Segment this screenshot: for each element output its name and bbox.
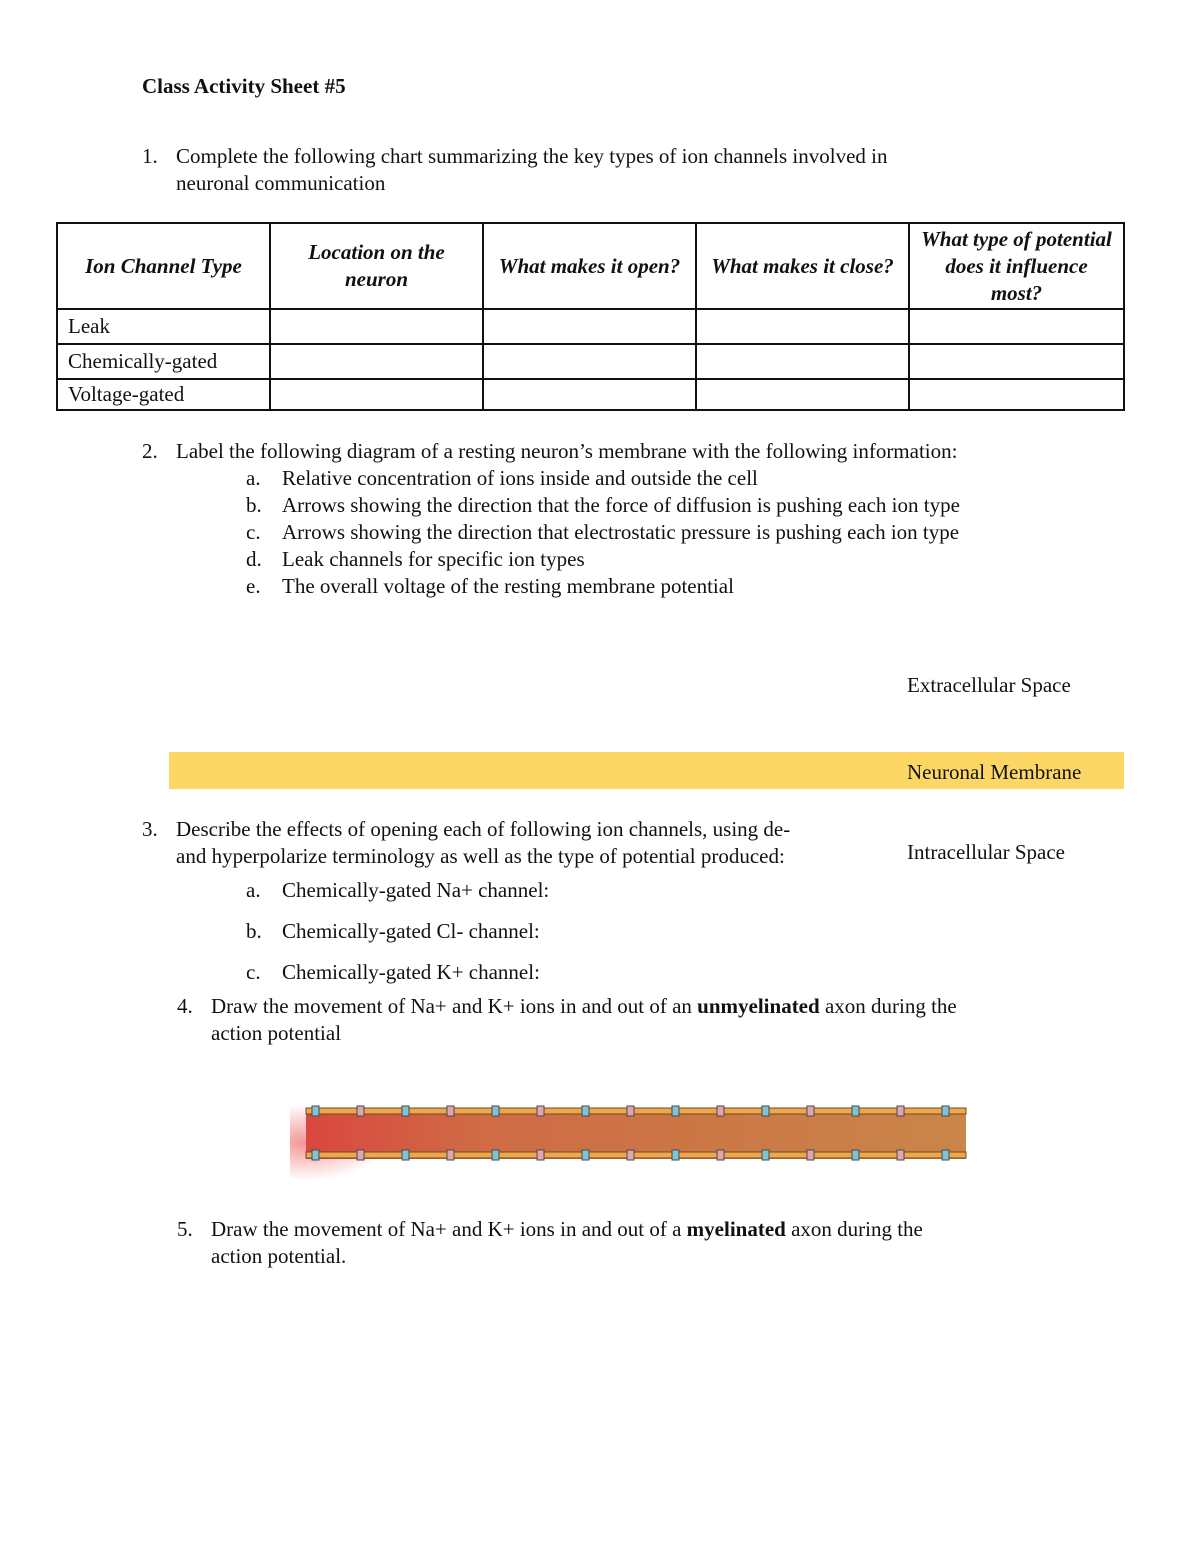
list-item: e. The overall voltage of the resting membrane potential (246, 574, 734, 598)
ion-channel-icon (897, 1150, 904, 1160)
unmyelinated-axon-illustration (290, 1095, 980, 1190)
question-2-number: 2. (142, 439, 158, 463)
row-label-voltage-gated: Voltage-gated (57, 379, 270, 410)
ion-channel-icon (672, 1150, 679, 1160)
question-3-number: 3. (142, 817, 158, 841)
ion-channel-icon (852, 1106, 859, 1116)
answer-cell[interactable] (483, 379, 696, 410)
answer-cell[interactable] (696, 344, 909, 379)
question-4-number: 4. (177, 994, 193, 1018)
question-1-number: 1. (142, 144, 158, 168)
ion-channel-icon (762, 1150, 769, 1160)
question-3-items (246, 870, 549, 993)
ion-channel-icon (537, 1150, 544, 1160)
answer-cell[interactable] (483, 344, 696, 379)
answer-cell[interactable] (696, 379, 909, 410)
intracellular-label: Intracellular Space (907, 840, 1065, 864)
unmyelinated-emphasis: unmyelinated (697, 994, 820, 1018)
header-what-opens: What makes it open? (483, 223, 696, 309)
header-location: Location on the neuron (270, 223, 483, 309)
answer-cell[interactable] (483, 309, 696, 344)
question-5-number: 5. (177, 1217, 193, 1241)
header-ion-channel-type: Ion Channel Type (57, 223, 270, 309)
ion-channel-icon (312, 1150, 319, 1160)
question-2-items (246, 465, 960, 600)
ion-channel-icon (627, 1150, 634, 1160)
ion-channel-icon (447, 1106, 454, 1116)
list-item: b. Arrows showing the direction that the force of diffusion is pushing each ion type (246, 493, 960, 517)
list-item: b. Chemically-gated Cl- channel: (246, 919, 540, 943)
page-title: Class Activity Sheet #5 (142, 74, 346, 98)
extracellular-label: Extracellular Space (907, 673, 1071, 697)
ion-channel-icon (627, 1106, 634, 1116)
ion-channel-icon (942, 1150, 949, 1160)
ion-channel-icon (942, 1106, 949, 1116)
answer-cell[interactable] (270, 379, 483, 410)
question-3 (142, 816, 791, 870)
ion-channel-icon (447, 1150, 454, 1160)
ion-channel-icon (582, 1106, 589, 1116)
question-1 (142, 143, 888, 197)
answer-cell[interactable] (270, 344, 483, 379)
question-2 (142, 438, 958, 465)
header-potential-type: What type of potential does it influence most? (909, 223, 1124, 309)
myelinated-emphasis: myelinated (686, 1217, 786, 1241)
question-3-line-2: and hyperpolarize terminology as well as the type of potential produced: (176, 844, 785, 868)
question-1-line-1: Complete the following chart summarizing the key types of ion channels involved in (176, 144, 888, 168)
row-label-leak: Leak (57, 309, 270, 344)
table-row (57, 309, 1124, 344)
ion-channel-icon (807, 1106, 814, 1116)
ion-channel-icon (897, 1106, 904, 1116)
ion-channel-icon (582, 1150, 589, 1160)
ion-channel-icon (312, 1106, 319, 1116)
answer-cell[interactable] (909, 379, 1124, 410)
ion-channel-icon (357, 1150, 364, 1160)
list-item: c. Arrows showing the direction that electrostatic pressure is pushing each ion type (246, 520, 960, 544)
ion-channel-icon (402, 1150, 409, 1160)
ion-channel-icon (402, 1106, 409, 1116)
answer-cell[interactable] (696, 309, 909, 344)
ion-channel-icon (537, 1106, 544, 1116)
ion-channel-icon (717, 1150, 724, 1160)
question-3-line-1: Describe the effects of opening each of following ion channels, using de- (176, 817, 791, 841)
answer-cell[interactable] (270, 309, 483, 344)
list-item: c. Chemically-gated K+ channel: (246, 960, 540, 984)
question-4: 4. Draw the movement of Na+ and K+ ions in and out of an unmyelinated axon during the action potential (177, 994, 957, 1045)
list-item: d. Leak channels for specific ion types (246, 547, 585, 571)
answer-cell[interactable] (909, 309, 1124, 344)
question-2-text: Label the following diagram of a resting neuron’s membrane with the following information: (176, 439, 958, 463)
ion-channel-icon (717, 1106, 724, 1116)
ion-channel-icon (492, 1150, 499, 1160)
list-item: a. Relative concentration of ions inside and outside the cell (246, 466, 758, 490)
ion-channel-icon (672, 1106, 679, 1116)
row-label-chemically-gated: Chemically-gated (57, 344, 270, 379)
answer-cell[interactable] (909, 344, 1124, 379)
axon-icon (290, 1095, 980, 1190)
table-row (57, 344, 1124, 379)
ion-channel-icon (357, 1106, 364, 1116)
ion-channel-chart (56, 222, 1125, 411)
question-5: 5. Draw the movement of Na+ and K+ ions in and out of a myelinated axon during the action potential. (177, 1217, 923, 1268)
membrane-label: Neuronal Membrane (907, 760, 1082, 784)
header-what-closes: What makes it close? (696, 223, 909, 309)
table-row (57, 379, 1124, 410)
question-1-line-2: neuronal communication (176, 171, 386, 195)
ion-channel-icon (807, 1150, 814, 1160)
ion-channel-icon (492, 1106, 499, 1116)
list-item: a. Chemically-gated Na+ channel: (246, 878, 550, 902)
ion-channel-icon (762, 1106, 769, 1116)
ion-channel-icon (852, 1150, 859, 1160)
